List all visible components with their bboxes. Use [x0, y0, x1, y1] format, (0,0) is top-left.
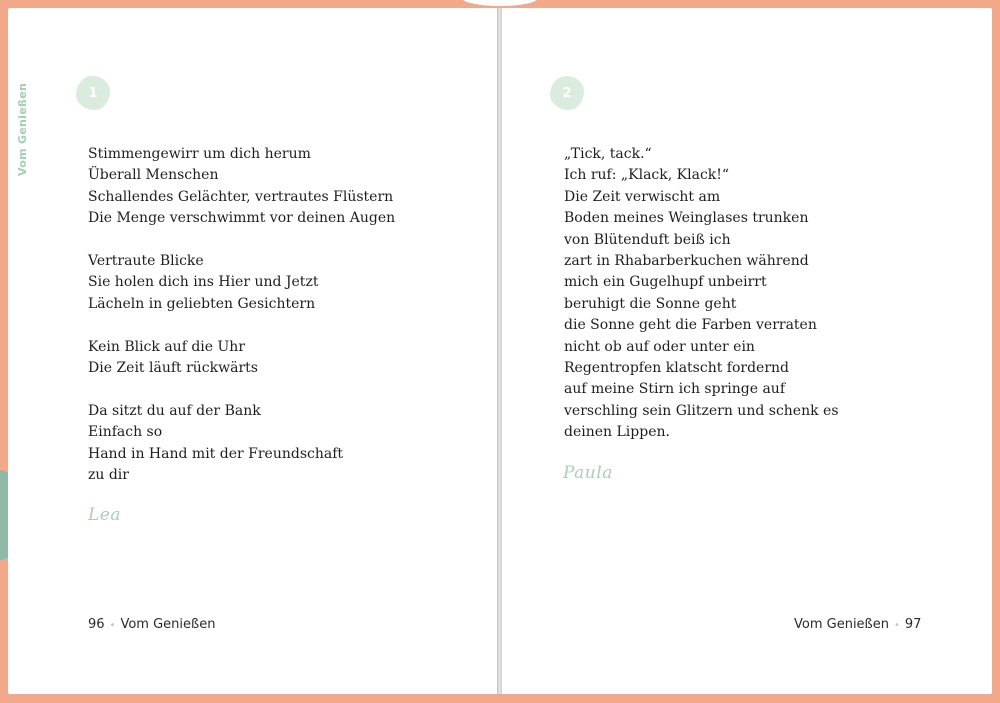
- poem-line: Lächeln in geliebten Gesichtern: [88, 295, 316, 312]
- poem-right: [564, 144, 839, 465]
- poem-line: zu dir: [88, 467, 129, 484]
- footer-separator-dot: •: [109, 620, 116, 631]
- poem-line: Die Zeit verwischt am: [564, 188, 721, 205]
- poem-line: Schallendes Gelächter, vertrautes Flüstern: [88, 188, 394, 205]
- book-gutter: [497, 8, 502, 694]
- signature-right: Paula: [563, 463, 613, 483]
- poem-line: Überall Menschen: [88, 167, 219, 184]
- page-number-left: 96: [88, 617, 105, 632]
- poem-stanza: [88, 337, 395, 380]
- page-number-right: 97: [904, 617, 922, 632]
- poem-line: Einfach so: [88, 424, 163, 441]
- poem-line: beruhigt die Sonne geht: [564, 295, 737, 312]
- poem-line: Kein Blick auf die Uhr: [88, 338, 246, 355]
- footer-separator-dot: •: [893, 620, 900, 631]
- poem-stanza: [88, 401, 395, 487]
- poem-line: Regentropfen klatscht fordernd: [564, 360, 790, 377]
- signature-left: Lea: [88, 505, 121, 525]
- poem-line: zart in Rhabarberkuchen während: [564, 253, 809, 270]
- poem-line: verschling sein Glitzern und schenk es: [564, 402, 839, 419]
- poem-stanza: [88, 144, 395, 230]
- background-notch: [462, 0, 538, 6]
- poem-line: Die Zeit läuft rückwärts: [88, 360, 258, 377]
- poem-line: Boden meines Weinglases trunken: [564, 210, 809, 227]
- poem-line: Ich ruf: „Klack, Klack!“: [564, 167, 730, 184]
- poem-line: deinen Lippen.: [564, 424, 670, 441]
- footer-left: [88, 617, 215, 632]
- poem-number-badge-right: 2: [550, 76, 584, 110]
- footer-right: [794, 617, 921, 632]
- footer-section-right: Vom Genießen: [794, 617, 889, 632]
- poem-line: mich ein Gugelhupf unbeirrt: [564, 274, 767, 291]
- poem-line: Sie holen dich ins Hier und Jetzt: [88, 274, 319, 291]
- poem-line: Vertraute Blicke: [88, 253, 204, 270]
- footer-section-left: Vom Genießen: [120, 617, 216, 632]
- poem-line: Stimmengewirr um dich herum: [88, 146, 311, 162]
- poem-number-badge-left: 1: [76, 76, 110, 110]
- poem-line: von Blütenduft beiß ich: [564, 231, 731, 248]
- poem-line: auf meine Stirn ich springe auf: [564, 381, 785, 398]
- poem-line: Da sitzt du auf der Bank: [88, 402, 261, 419]
- poem-stanza: [564, 144, 839, 444]
- poem-line: Hand in Hand mit der Freundschaft: [88, 445, 344, 462]
- poem-line: die Sonne geht die Farben verraten: [564, 317, 817, 334]
- poem-line: Die Menge verschwimmt vor deinen Augen: [88, 210, 396, 227]
- side-section-label: Vom Genießen: [16, 82, 29, 176]
- poem-line: nicht ob auf oder unter ein: [564, 338, 755, 355]
- poem-stanza: [88, 251, 395, 315]
- poem-left: [88, 144, 395, 508]
- poem-line: „Tick, tack.“: [564, 146, 652, 162]
